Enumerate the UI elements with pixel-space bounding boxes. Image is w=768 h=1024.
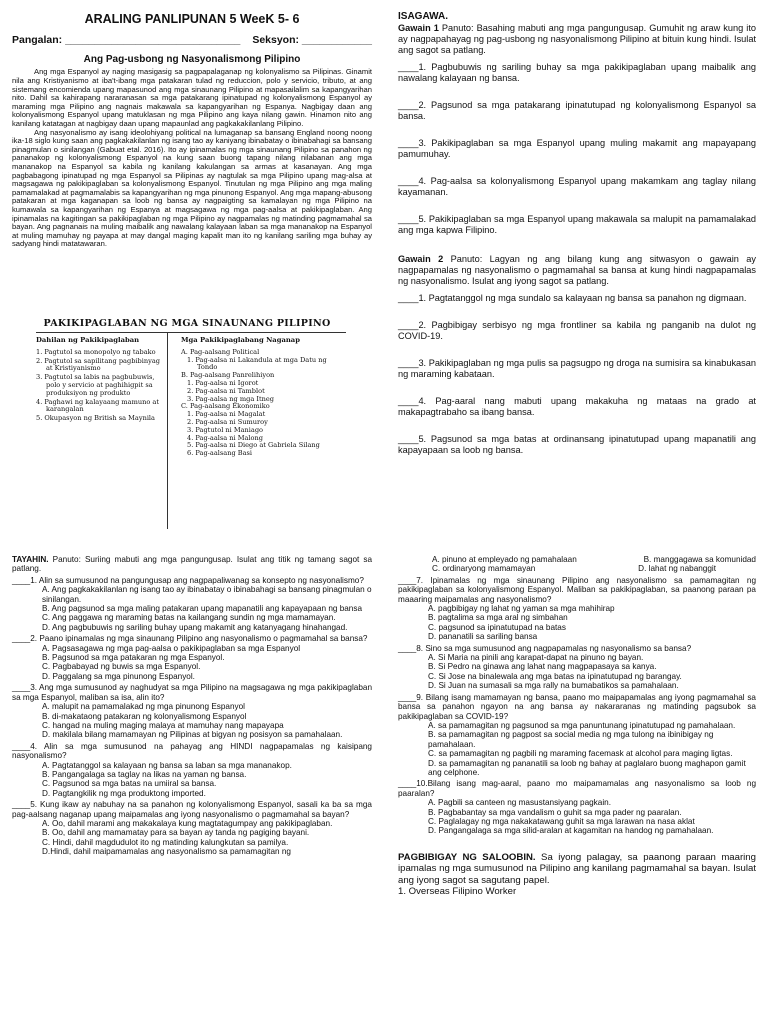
answer-option[interactable]: C. Ang paggawa ng maraming batas na kailangang sundin ng mga mamamayan. [42,613,336,623]
tayahin-instructions [12,555,372,574]
question-stem[interactable]: ____1. Alin sa sumusunod na pangungusap ang nagpapaliwanag sa konsepto ng nasyonalismo? [12,575,364,585]
name-field[interactable]: Pangalan: ______________________________ [12,34,241,46]
answer-option[interactable]: B. Pagsunod sa mga patakaran ng mga Espanyol. [42,653,225,663]
answer-option[interactable]: A. malupit na pamamalakad ng mga pinunong Espanyol [42,702,245,712]
q6-option-d: D. lahat ng nabanggit [638,564,716,574]
question-stem[interactable]: ____5. Kung ikaw ay nabuhay na sa panahon ng kolonyalismong Espanyol, sasali ka ba sa mga pag-aalsang naganap upang maipamalas ang iyong nasyonalismo o pagmamahal sa bayan? [12,800,372,819]
cause-item: 2. Pagtutol sa sapilitang pagbibinyag at Kristiyanismo [36,356,160,373]
gawain2-item[interactable]: ____1. Pagtatanggol ng mga sundalo sa kalayaan ng bansa sa panahon ng digmaan. [398,293,747,304]
answer-option[interactable]: D.Hindi, dahil maipamamalas ang nasyonalismo sa pamamagitan ng [42,847,291,857]
tayahin-heading: TAYAHIN. [12,555,49,564]
gawain1-item[interactable]: ____2. Pagsunod sa mga patakarang ipinatutupad ng kolonyalismong Espanyol sa bansa. [398,100,756,122]
tayahin-questions [12,576,372,857]
answer-option[interactable]: B. Ang pagsunod sa mga maling patakaran upang mapanatili ang kapayapaan ng bansa [42,604,363,614]
question-stem[interactable]: ____8. Sino sa mga sumusunod ang nagpapamalas ng nasyonalismo sa bansa? [398,643,692,653]
answer-option[interactable]: B. pagtalima sa mga aral ng simbahan [428,613,568,623]
q6-option-a: A. pinuno at empleyado ng pamahalaan [432,555,577,564]
gawain2-instructions [398,254,756,287]
answer-option[interactable]: C. Si Jose na binalewala ang mga batas na ipinatutupad ng barangay. [428,671,682,681]
uprising-item: 2. Pag-aalsa ni Tamblot [187,386,265,395]
answer-option[interactable]: B. sa pamamagitan ng pagpost sa social media ng mga tulong na ibinibigay ng pamahalaan. [428,730,714,749]
answer-option[interactable]: C. Pagbabayad ng buwis sa mga Espanyol. [42,662,201,672]
gawain2-items [398,293,756,456]
question-stem[interactable]: ____3. Ang mga sumusunod ay naghudyat sa mga Pilipino na magsagawa ng mga pakikipaglaban sa mga Espanyol, maliban sa isa, alin ito? [12,683,372,702]
saloobin-section [398,852,756,898]
uprising-item: 1. Pag-aalsa ni Lakandula at mga Datu ng Tondo [187,355,327,372]
q6-option-b: B. manggagawa sa komunidad [643,555,756,564]
gawain1-text: Panuto: Basahing mabuti ang mga pangungusap. Gumuhit ng araw kung ito ay nagpapahayag ng pag-usbong ng nasyonalismong Pilipino at bituin kung hindi. Isulat ang sagot sa patlang. [398,23,756,56]
q6-options-row1 [398,555,756,564]
uprising-item: 3. Pag-aalsa ng mga Itneg [187,394,274,403]
gawain1-item[interactable]: ____5. Pakikipaglaban sa mga Espanyol upang makawala sa malupit na pamamalakad ang mga kapwa Filipino. [398,214,756,236]
tayahin-continued [398,555,756,897]
uprisings-heading: Mga Pakikipaglabang Naganap [181,336,300,344]
table-title: PAKIKIPAGLABAN NG MGA SINAUNANG PILIPINO [43,318,331,329]
section-field[interactable]: Seksyon: ____________ [252,34,372,46]
table-body [36,332,346,529]
answer-option[interactable]: B. Pagbabantay sa mga vandalism o guhit sa mga pader ng paaralan. [428,807,682,817]
uprising-item: 6. Pag-aalsang Basi [187,449,253,458]
answer-option[interactable]: C. hangad na muling maging malaya at mamuhay nang mapayapa [42,720,284,730]
answer-option[interactable]: D. sa pamamagitan ng pananatili sa loob ng bahay at paglalaro buong maghapon gamit ang celphone. [428,758,746,777]
uprising-item: 2. Pag-aalsa ni Sumuroy [187,417,268,426]
answer-option[interactable]: A. Ang pagkakakilanlan ng isang tao ay ibinabatay o ibinabahagi sa bansang pinagmulan o sinilangan. [42,585,372,604]
saloobin-item-1: 1. Overseas Filipino Worker [398,886,517,897]
tayahin-section [12,555,372,857]
tayahin-text: Panuto: Suriing mabuti ang mga pangungusap. Isulat ang titik ng tamang sagot sa patlang. [12,555,372,574]
table-uprisings-column [181,333,346,458]
gawain2-text: Panuto: Lagyan ng ang bilang kung ang sitwasyon o gawain ay nagpapamalas ng nasyonalismo o pagmamahal sa bansa at kung hindi nagpapamalas ng nasyonalismo. Isulat ang iyong sagot sa patlang. [398,254,756,287]
uprising-item: 1. Pag-aalsa ni Magalat [187,410,266,419]
question-stem[interactable]: ____9. Bilang isang mamamayan ng bansa, paano mo maipapamalas ang iyong pagmamahal sa bansa sa panahon ngayon na ang bansa ay nakararanas ng matinding pagsubok sa pakikipaglaban sa COVID-19? [398,692,756,721]
answer-option[interactable]: A. Oo, dahil marami ang makakalaya kung magtatagumpay ang pakikipaglaban. [42,818,333,828]
answer-option[interactable]: D. Pagtangkilik ng mga produktong imported. [42,788,206,798]
gawain2-item[interactable]: ____2. Pagbibigay serbisyo ng mga frontliner sa kabila ng panganib na dulot ng COVID-19. [398,320,756,342]
answer-option[interactable]: C. Hindi, dahil magdudulot ito ng matinding kalungkutan sa pamilya. [42,837,289,847]
tayahin-questions-7-10 [398,576,756,836]
uprising-item: 1. Pag-aalsa ni Igorot [187,378,259,387]
left-top-column [12,12,372,249]
saloobin-heading: PAGBIBIGAY NG SALOOBIN. [398,851,536,863]
answer-option[interactable]: A. sa pamamagitan ng pagsunod sa mga panuntunang ipinatutupad ng pamahalaan. [428,720,736,730]
answer-option[interactable]: A. Si Maria na pinili ang karapat-dapat na pinuno ng bayan. [428,653,644,663]
uprisings-table [14,318,360,530]
answer-option[interactable]: D. makilala bilang mamamayan ng Pilipinas at bigyan ng posisyon sa pamahalaan. [42,730,343,740]
isagawa-section [398,12,756,456]
answer-option[interactable]: A. Pagsasagawa ng mga pag-aalsa o pakikipaglaban sa mga Espanyol [42,643,301,653]
uprising-item: C. Pag-aalsang Ekonomiko [181,402,270,411]
table-causes-column [36,333,168,529]
answer-option[interactable]: A. Pagbili sa canteen ng masustansiyang pagkain. [428,798,611,808]
answer-option[interactable]: A. Pagtatanggol sa kalayaan ng bansa sa laban sa mga mananakop. [42,760,292,770]
answer-option[interactable]: D. Si Juan na sumasali sa mga rally na bumabatikos sa pamahalaan. [428,681,679,691]
cause-item: 4. Paghawi ng kalayaang mamuno at karangalan [36,397,159,414]
cause-item: 3. Pagtutol sa labis na pagbubuwis, polo y servicio at paghihigpit sa produksiyon ng produkto [36,373,155,397]
uprising-item: 3. Pagtutol ni Maniago [187,425,264,434]
answer-option[interactable]: C. Paglalagay ng mga nakakatawang guhit sa mga larawan na nasa aklat [428,816,695,826]
gawain2-heading: Gawain 2 [398,254,444,265]
gawain2-item[interactable]: ____3. Pakikipaglaban ng mga pulis sa pagsugpo ng droga na sumisira sa kinabukasan ng maraming kabataan. [398,358,756,380]
answer-option[interactable]: D. Ang pagbubuwis ng sariling buhay upang makamit ang katanyagang hinahangad. [42,622,348,632]
causes-heading: Dahilan ng Pakikipaglaban [36,336,140,344]
answer-option[interactable]: D. Paggalang sa mga pinunong Espanyol. [42,671,195,681]
cause-item: 1. Pagtutol sa monopolyo ng tabako [36,347,156,356]
uprisings-list [181,349,346,458]
gawain1-item[interactable]: ____1. Pagbubuwis ng sariling buhay sa mga pakikipaglaban upang maibalik ang nawalang kalayaan ng bansa. [398,62,756,84]
name-section-row [12,35,372,45]
answer-option[interactable]: B. Si Pedro na ginawa ang lahat nang magpapasaya sa kanya. [428,662,657,672]
gawain1-items [398,62,756,236]
reading-title: Ang Pag-usbong ng Nasyonalismong Pilipino [83,54,301,66]
gawain1-item[interactable]: ____4. Pag-aalsa sa kolonyalismong Espanyol upang makamkam ang taglay nilang kayamanan. [398,176,756,198]
gawain1-instructions [398,23,756,56]
gawain1-heading: Gawain 1 [398,23,439,34]
reading-paragraph-1: Ang mga Espanyol ay naging masigasig sa pagpapalaganap ng kolonyalismo sa Pilipinas. Ginamit nila ang Kristiyanismo at iba't-ibang mga patakaran tulad ng reduccion, polo y servicio, tributo, at ang sistemang encomienda upang mapasunod ang mga sinaunang Pilipino at mapasailalim sa kapangyarihan nito. Dahil sa kahirapang nararanasan sa mga patakarang ipinatupad ng kolonyalismong Espanyol ay maraming mga Pilipino ang nagnais makawala sa kapangyarihan ng Espanya. Nagbigay daan ang kolonyalismong Espanyol upang matuklasan ng mga Pilipino ang kaya nilang gawin. Hinamon nito ang kanilang katatagan at nagbigay daan upang mapaunlad ang pagkakakilanlang Pilipino. [12,67,372,128]
causes-list [36,349,161,423]
answer-option[interactable]: A. pagbibigay ng lahat ng yaman sa mga mahihirap [428,604,615,614]
question-stem[interactable]: ____2. Paano ipinamalas ng mga sinaunang Pilipino ang nasyonalismo o pagmamahal sa bansa? [12,634,368,644]
uprising-item: 4. Pag-aalsa ni Malong [187,433,263,442]
question-stem[interactable]: ____10.Bilang isang mag-aaral, paano mo maipamamalas ang nasyonalismo sa loob ng paaralan? [398,779,756,798]
gawain2-item[interactable]: ____4. Pag-aaral nang mabuti upang makakuha ng mataas na grado at makapagtrabaho sa ibang bansa. [398,396,756,418]
answer-option[interactable]: C. sa pamamagitan ng pagbili ng maraming facemask at alcohol para maging ligtas. [428,749,733,759]
q6-option-c: C. ordinaryong mamamayan [432,564,536,574]
uprising-item: B. Pag-aalsang Panrelihiyon [181,371,275,380]
isagawa-heading: ISAGAWA. [398,11,449,22]
q6-options-row2 [398,564,756,573]
answer-option[interactable]: C. pagsunod sa ipinatutupad na batas [428,622,566,632]
worksheet-title: ARALING PANLIPUNAN 5 WeeK 5- 6 [84,12,300,26]
question-stem[interactable]: ____4. Alin sa mga sumusunod na pahayag ang HINDI nagpapamalas ng kaisipang nasyonalismo? [12,741,372,761]
reading-paragraph-2: Ang nasyonalismo ay isang ideolohiyang political na lumaganap sa bansang England noong noong ika-18 siglo kung saan ang pagkakakilanlan ng isang tao ay kaniyang ibinabatay o ibinabahagi sa bansang pinagmulan o sinilangan (Gabuat etal. 2016). Ito ay ipinamalas ng mga sinaunang Pilipino sa panahon ng pananakop ng kolonyalismong Espanyol na kung saan buong tapang nilang nilabanan ang mga mananakop na Espanyol sa kabila ng kanilang kakulangan sa armas at kasanayan. Ang mga pagbabagong ipinatupad ng mga Espanyol sa Pilipinas ay nagtulak sa mga Pilipino upang mag-alsa at magsagawa ng pakikipaglaban sa kolonyalismong Espanyol. Tinutulan ng mga Pilipino ang mga maling pamamalakad at pagmamalabis sa kapangyarihan ng mga pinunong Espanyol. Ang mga mapang-abusong patakaran at mga kaganapan sa loob ng bansa ay nagpaigting sa kamalayan ng mga Pilipino na kumawala sa kapangyarihan ng Espanya at magsagawa ng mga pag-aalsa at pakikipaglaban. Ang ipinamalas na kagitingan sa pakikipaglaban ng mga Pilipino ay nagpamalas ng matinding pagmamahal sa bayan. Ang pagnanais na muling maibalik ang nawalang kalayaan laban sa mga mananakop na Espanyol at muling mamuhay ng payapa at may dangal maging kapalit man ito ng kanilang sariling mga buhay ay sadyang hindi matatawaran. [12,127,372,249]
answer-option[interactable]: D. Pangangalaga sa mga silid-aralan at kagamitan na handog ng pamahalaan. [428,826,714,836]
saloobin-text: Sa iyong palagay, sa paanong paraan maaring ipamalas ng mga sumusunod na Pilipino ang kanilang pagmamahal sa bayan. Isulat ang iyong sagot sa sagutang papel. [398,851,756,886]
answer-option[interactable]: B. Oo, dahil ang mamamatay para sa bayan ay tanda ng pagiging bayani. [42,828,310,838]
cause-item: 5. Okupasyon ng British sa Maynila [36,414,155,423]
gawain2-item[interactable]: ____5. Pagsunod sa mga batas at ordinansang ipinatutupad upang mapanatili ang kapayapaan sa loob ng bansa. [398,434,756,456]
answer-option[interactable]: B. Pangangalaga sa taglay na likas na yaman ng bansa. [42,769,247,779]
uprising-item: 5. Pag-aalsa ni Diego at Gabriela Silang [187,441,320,450]
question-stem[interactable]: ____7. Ipinamalas ng mga sinaunang Pilipino ang nasyonalismo sa pamamagitan ng pakikipaglaban sa kolonyalismong Espanyol. Maliban sa pakikipaglaban, sa paanong paraan pa maaaring maipamalas ang nasyonalismo? [398,575,756,604]
uprising-item: A. Pag-aalsang Political [181,347,260,356]
gawain1-item[interactable]: ____3. Pakikipaglaban sa mga Espanyol upang muling makamit ang mapayapang pamumuhay. [398,138,756,160]
answer-option[interactable]: B. di-makataong patakaran ng kolonyalismong Espanyol [42,711,247,721]
answer-option[interactable]: D. pananatili sa sariling bansa [428,632,538,642]
answer-option[interactable]: C. Pagsunod sa mga batas na umiiral sa bansa. [42,779,217,789]
